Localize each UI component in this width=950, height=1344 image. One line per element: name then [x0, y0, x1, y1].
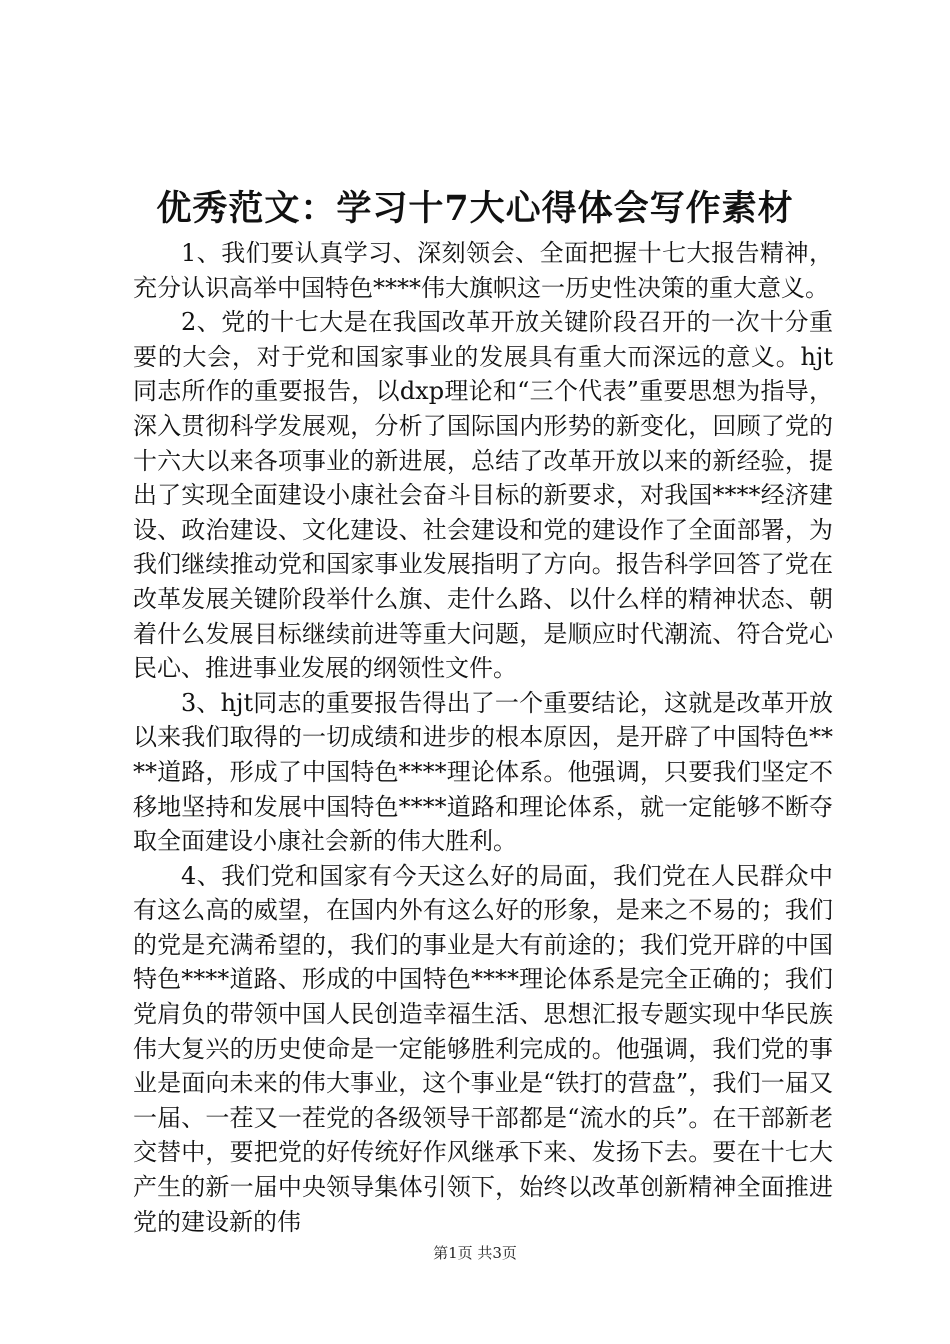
paragraph-2: 2、党的十七大是在我国改革开放关键阶段召开的一次十分重要的大会，对于党和国家事业的发展具有重大而深远的意义。hjt同志所作的重要报告，以dxp理论和“三个代表”重要思想为指导，深入贯彻科学发展观，分析了国际国内形势的新变化，回顾了党的十六大以来各项事业的新进展，总结了改革开放以来的新经验，提出了实现全面建设小康社会奋斗目标的新要求，对我国****经济建设、政治建设、文化建设、社会建设和党的建设作了全面部署，为我们继续推动党和国家事业发展指明了方向。报告科学回答了党在改革发展关键阶段举什么旗、走什么路、以什么样的精神状态、朝着什么发展目标继续前进等重大问题，是顺应时代潮流、符合党心民心、推进事业发展的纲领性文件。	[133, 308, 833, 683]
document-body	[133, 236, 833, 1239]
page-footer: 第1页 共3页	[433, 1244, 517, 1262]
paragraph-4: 4、我们党和国家有今天这么好的局面，我们党在人民群众中有这么高的威望，在国内外有这么好的形象，是来之不易的；我们的党是充满希望的，我们的事业是大有前途的；我们党开辟的中国特色****道路、形成的中国特色****理论体系是完全正确的；我们党肩负的带领中国人民创造幸福生活、思想汇报专题实现中华民族伟大复兴的历史使命是一定能够胜利完成的。他强调，我们党的事业是面向未来的伟大事业，这个事业是“铁打的营盘”，我们一届又一届、一茬又一茬党的各级领导干部都是“流水的兵”。在干部新老交替中，要把党的好传统好作风继承下来、发扬下去。要在十七大产生的新一届中央领导集体引领下，始终以改革创新精神全面推进党的建设新的伟	[133, 861, 833, 1236]
document-title: 优秀范文：学习十7大心得体会写作素材	[156, 188, 794, 229]
paragraph-3: 3、hjt同志的重要报告得出了一个重要结论，这就是改革开放以来我们取得的一切成绩和进步的根本原因，是开辟了中国特色****道路，形成了中国特色****理论体系。他强调，只要我们坚定不移地坚持和发展中国特色****道路和理论体系，就一定能够不断夺取全面建设小康社会新的伟大胜利。	[133, 688, 833, 856]
paragraph-1: 1、我们要认真学习、深刻领会、全面把握十七大报告精神，充分认识高举中国特色****伟大旗帜这一历史性决策的重大意义。	[133, 239, 833, 302]
